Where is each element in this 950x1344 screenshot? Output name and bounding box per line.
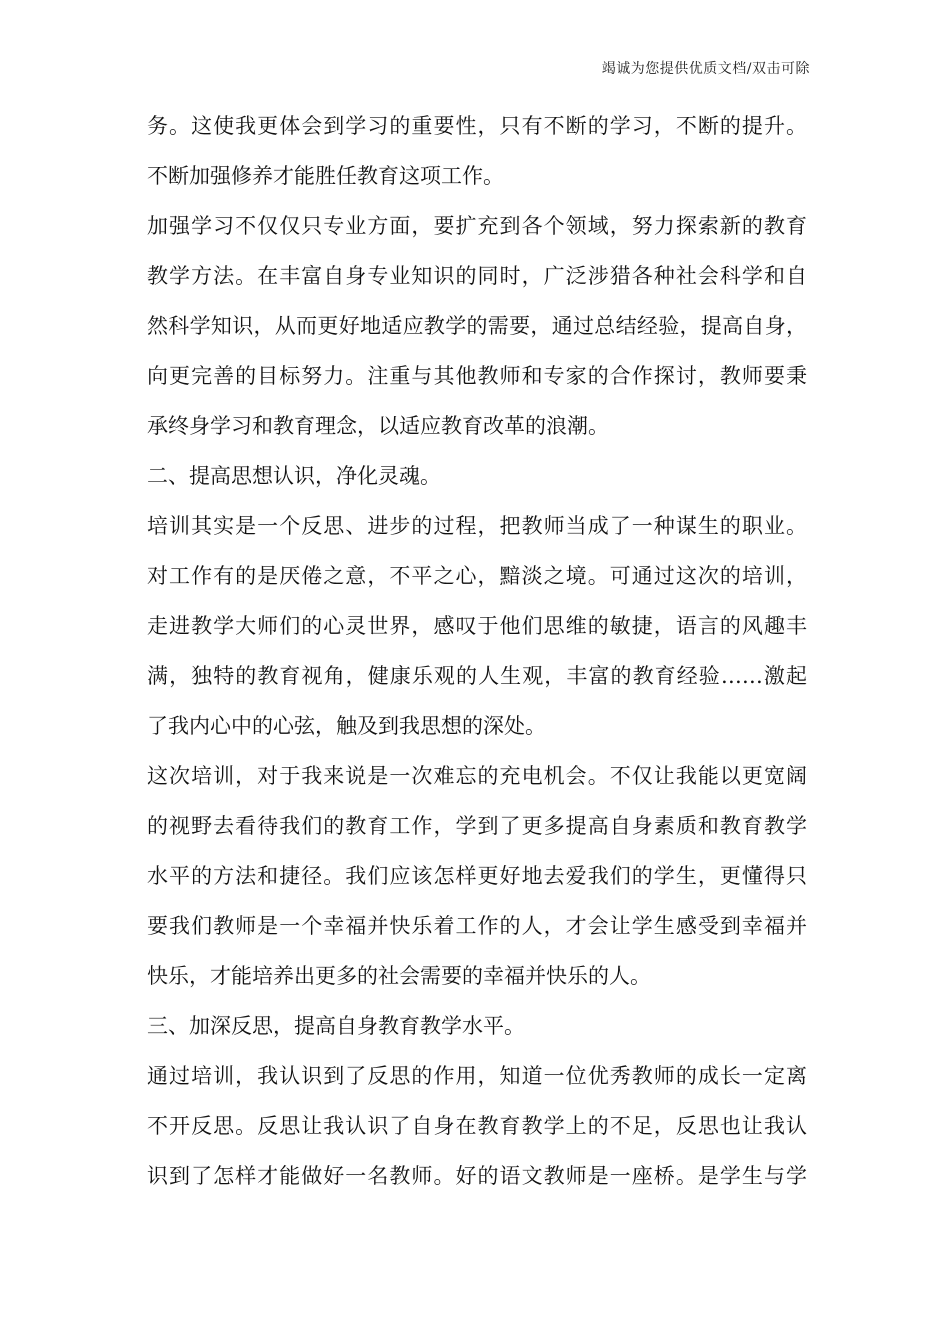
text-line: 承终身学习和教育理念，以适应教育改革的浪潮。 — [147, 414, 609, 438]
text-line: 水平的方法和捷径。我们应该怎样更好地去爱我们的学生，更懂得只 — [147, 864, 807, 888]
text-line: 然科学知识，从而更好地适应教学的需要，通过总结经验，提高自身， — [147, 314, 807, 338]
text-line: 培训其实是一个反思、进步的过程，把教师当成了一种谋生的职业。 — [147, 514, 807, 538]
text-line: 不断加强修养才能胜任教育这项工作。 — [147, 164, 504, 188]
text-line: 三、加深反思，提高自身教育教学水平。 — [147, 1014, 525, 1038]
text-line: 满，独特的教育视角，健康乐观的人生观，丰富的教育经验……激起 — [147, 664, 807, 688]
text-line: 的视野去看待我们的教育工作，学到了更多提高自身素质和教育教学 — [147, 814, 807, 838]
text-line: 加强学习不仅仅只专业方面，要扩充到各个领域，努力探索新的教育 — [147, 214, 807, 238]
text-line: 这次培训，对于我来说是一次难忘的充电机会。不仅让我能以更宽阔 — [147, 764, 807, 788]
document-body — [147, 101, 807, 1201]
text-line: 向更完善的目标努力。注重与其他教师和专家的合作探讨，教师要秉 — [147, 364, 807, 388]
header-note: 竭诚为您提供优质文档/双击可除 — [601, 61, 810, 77]
text-line: 不开反思。反思让我认识了自身在教育教学上的不足，反思也让我认 — [147, 1114, 807, 1138]
text-line: 通过培训，我认识到了反思的作用，知道一位优秀教师的成长一定离 — [147, 1064, 807, 1088]
text-line: 对工作有的是厌倦之意，不平之心，黯淡之境。可通过这次的培训， — [147, 564, 807, 588]
text-line: 快乐，才能培养出更多的社会需要的幸福并快乐的人。 — [147, 964, 651, 988]
text-line: 走进教学大师们的心灵世界，感叹于他们思维的敏捷，语言的风趣丰 — [147, 614, 807, 638]
text-line: 教学方法。在丰富自身专业知识的同时，广泛涉猎各种社会科学和自 — [147, 264, 807, 288]
text-line: 识到了怎样才能做好一名教师。好的语文教师是一座桥。是学生与学 — [147, 1164, 807, 1188]
text-line: 务。这使我更体会到学习的重要性，只有不断的学习，不断的提升。 — [147, 114, 807, 138]
text-line: 了我内心中的心弦，触及到我思想的深处。 — [147, 714, 546, 738]
text-line: 要我们教师是一个幸福并快乐着工作的人，才会让学生感受到幸福并 — [147, 914, 807, 938]
text-line: 二、提高思想认识，净化灵魂。 — [147, 464, 441, 488]
